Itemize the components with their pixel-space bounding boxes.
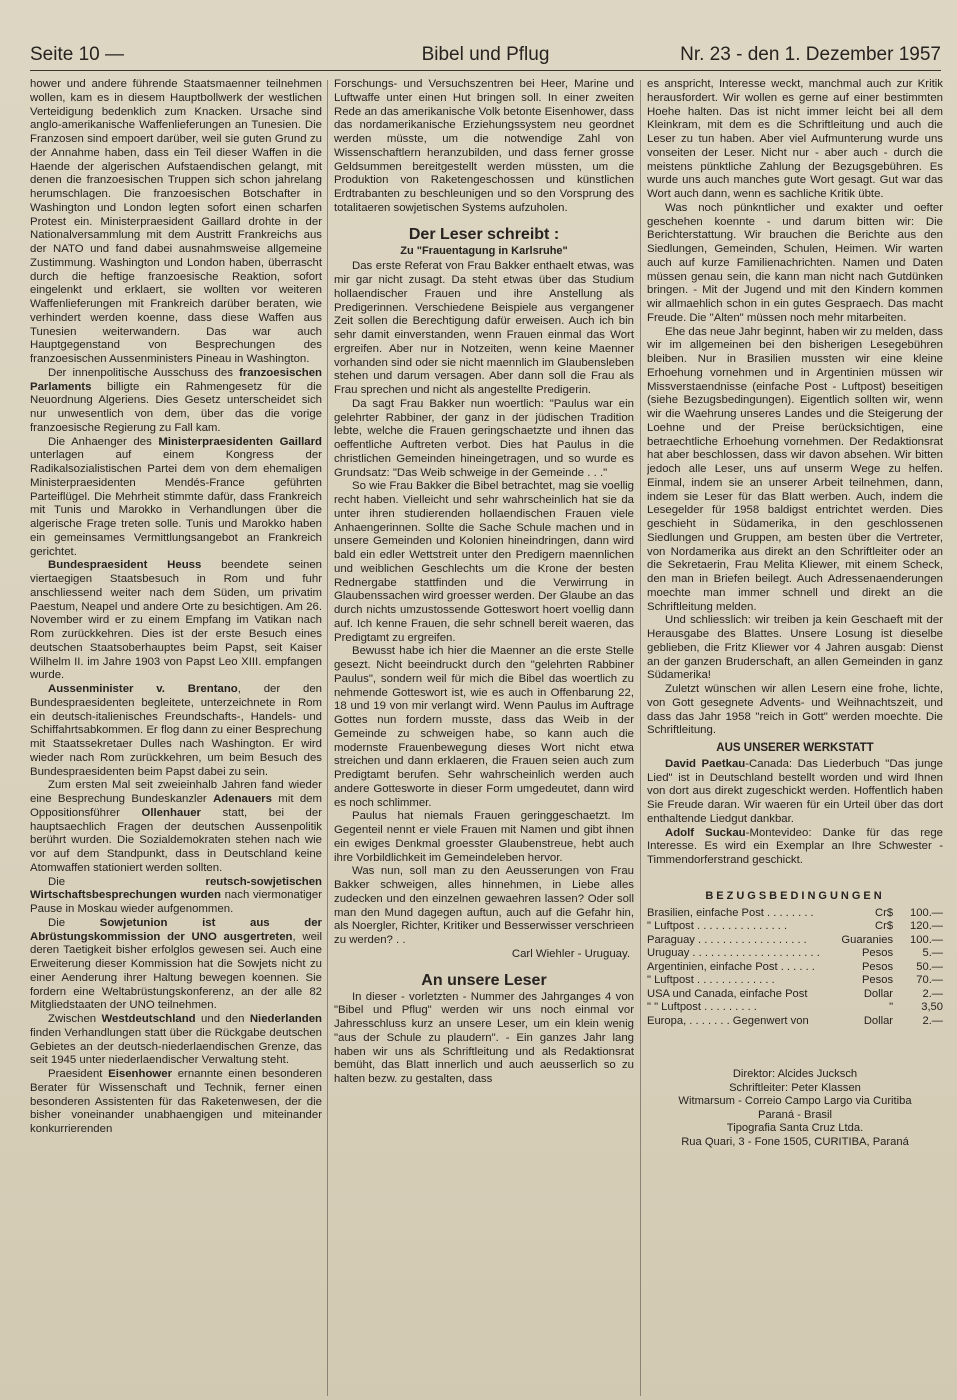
letter-signature: Carl Wiehler - Uruguay. (511, 947, 630, 960)
paragraph: Die Anhaenger des Ministerpraesidenten Gaillard unterlagen auf einem Kongress der Radikalsozialistischen Partei dem von dem ehemaligen Ministerpraesidenten Mendés-France geführten Parteiflügel. Die Mehrheit stimmte dafür, dass Frankreich mit Tunis und Marokko in Verhandlungen über die algerische Frage treten solle. Tunis und Marokko haben ein gemeinsames Vermittlungsangebot an Frankreich gerichtet. (30, 435, 322, 558)
subscription-region: Brasilien, einfache Post . . . . . . . . (647, 906, 814, 919)
subscription-row (647, 961, 943, 975)
paragraph: In dieser - vorletzten - Nummer des Jahrganges 4 von "Bibel und Pflug" werden wir uns noch einmal vor Jahresschluss kurz an unsere Leser, um ein klein wenig "aus der Schule zu plaudern". - Ein ganzes Jahr lang haben wir uns als Schriftleitung und als Redaktionsrat bemüht, das Blatt innerlich und auch aeusserlich so zu halten bezw. zu gestalten, dass (334, 990, 634, 1085)
paragraph: Die reutsch-sowjetischen Wirtschaftsbesprechungen wurden nach viermonatiger Pause in Moskau wieder aufgenommen. (30, 875, 322, 915)
imprint-line: Tipografia Santa Cruz Ltda. (726, 1122, 864, 1134)
subscription-region: " Luftpost . . . . . . . . . . . . . (647, 974, 775, 986)
subscription-row (647, 934, 943, 948)
subscription-row (647, 947, 943, 961)
paragraph: Die Sowjetunion ist aus der Abrüstungskommission der UNO ausgertreten, weil deren Taetigkeit bisher erfolglos gewesen sei. Auch eine Erweiterung dieser Kommission hat die Sowjets nicht zu einer Aenderung ihrer Haltung bewegen koennen. Sie fordern eine Weltabrüstungskonferenz, an der alle 82 Mitgliedstaaten der UNO teilnehmen. (30, 916, 322, 1012)
subscription-price: 2.— (922, 987, 943, 1000)
subscription-currency: Dollar (863, 1014, 894, 1027)
subscription-price: 5.— (922, 947, 943, 959)
column-2 (334, 78, 634, 1396)
subscription-row (647, 974, 943, 988)
subscription-currency: Dollar (863, 987, 894, 1000)
subscription-price: 70.— (916, 974, 943, 986)
paragraph: Zuletzt wünschen wir allen Lesern eine frohe, lichte, von Gott gesegnete Advents- und Weihnachtszeit, und dass das Jahr 1958 "reich in Gott" werden moechte. Die Schriftleitung. (647, 683, 943, 737)
paragraph: Zwischen Westdeutschland und den Niederlanden finden Verhandlungen statt über die Rückgabe deutschen Gebietes an der deutsch-niederlaendischen Grenze, das seit 1945 unter niederlaendischer Verwaltung steht. (30, 1013, 322, 1067)
imprint (647, 1068, 943, 1149)
subscription-table (647, 907, 943, 1029)
imprint-line: Direktor: Alcides Jucksch (732, 1068, 858, 1080)
paragraph: Ehe das neue Jahr beginnt, haben wir zu melden, dass wir im allgemeinen bei den bisherigen Lesegebühren bleiben. Nur in Brasilien mussten wir eine kleine Erhoehung vornehmen und in Argentinien müssen wir Missverstaendnisse (einfache Post - Luftpost) beseitigen (siehe Bezugsbedingungen). Eigentlich sollten wir, wenn wir die Waehrung unseres Landes und die Steigerung der Loehne und der Preise berücksichtigen, eine betraechtliche Erhoehung vornehmen. Der Redaktionsrat hat aber beschlossen, dass wir davon absehen. Wir bitten jedoch alle Leser, uns auf unserm Wege zu helfen. Einmal, indem sie an unserer Arbeit teilnehmen, dann, indem sie Leser für das Blatt werben. Auch, indem die Lesegelder für 1958 baldigst entrichtet werden. Dies geschieht in Südamerika, in den geschlossenen Siedlungen und Gruppen, am besten über die Vertreter, von Nordamerika aus direkt an den Schriftleiter oder an die Sekretaerin, Frau Melita Kliewer, mit einem Scheck, den man in Briefen beilegt. Auch Adressenaenderungen moechte man immer schnell und direkt an die Schriftleitung melden. (647, 325, 943, 613)
paragraph: Zum ersten Mal seit zweieinhalb Jahren fand wieder eine Besprechung Bundeskanzler Adenauers mit dem Oppositionsführer Ollenhauer statt, bei der hauptsaechlich Fragen der deutschen Aussenpolitik berührt wurden. Die Sozialdemokraten stehen nach wie vor auf dem Standpunkt, dass in Deutschland keine Atomwaffen stationiert werden sollten. (30, 779, 322, 874)
paragraph: hower und andere führende Staatsmaenner teilnehmen wollen, kam es in diesem Hauptbollwerk der westlichen Verteidigung bedenklich zum Knacken. Ursache sind anglo-amerikanische Waffenlieferungen an Tunesien. Die Franzosen sind empoert darüber, weil sie guten Grund zu der Annahme haben, dass ein Teil dieser Waffen in die Haende der algerischen Aufstaendischen gelangt, mit denen die franzoesischen Truppen sich schon jahrelang herumschlagen. Die franzoesischen Botschafter in Washington und London legten sofort einen scharfen Protest ein. Ministerpraesident Gaillard drohte in der Nationalversammlung mit dem Austritt Frankreichs aus der NATO und fand dabei ausnahmsweise allgemeine Zustimmung. Washington und London haben, überrascht durch die heftige franzoesische Reaktion, sofort eingelenkt und erklaert, sie wollten vor weiteren Waffenlieferungen mit Frankreich darüber beraten, wie verhindert werden koenne, dass diese Waffen aus Tunesien weiterwandern. Das war auch Hauptgegenstand von Besprechungen des franzoesischen Aussenministers Pineau in Washington. (30, 78, 322, 365)
subscription-currency: Pesos (861, 947, 894, 959)
column-1 (30, 78, 322, 1396)
subscription-region: USA und Canada, einfache Post (647, 987, 808, 1000)
subscription-currency: Cr$ (875, 920, 894, 932)
imprint-line: Rua Quari, 3 - Fone 1505, CURITIBA, Paraná (681, 1135, 909, 1148)
column-divider (327, 80, 328, 1396)
subscription-row (647, 907, 943, 921)
paragraph: Bundespraesident Heuss beendete seinen viertaegigen Staatsbesuch in Rom und fuhr anschliessend weiter nach dem Süden, um privatim Paestum, Neapel und andere Orte zu besichtigen. Am 26. November wird er zu einem Empfang im Vatikan nach Rom zurückkehren. Dies ist der erste Besuch eines deutschen Staatsoberhauptes beim Papst, seit Kaiser Wilhelm II. im Jahre 1903 von Papst Leo XIII. empfangen wurde. (30, 559, 322, 682)
paragraph: So wie Frau Bakker die Bibel betrachtet, mag sie voellig recht haben. Vielleicht und sehr wahrscheinlich hat sie da unter ihren studierenden hollaendischen Frauen viele Anhaengerinnen. Sollte die Sache Schule machen und in unsere Gemeinden und Kolonien hineindringen, dann wird bald ein edler Wettstreit unter den Predigern maennlichen und weiblichen Geschlechts um die Krone der besten Rednergabe stattfinden und die Verwirrung in Glaubenssachen wird groesser werden. Der Glaube an das durch nichts umzustossende Gotteswort hoert voellig dann auf. Ich kenne Frauen, die sehr schnell bereit waeren, das Predigtamt zu ergreifen. (334, 480, 634, 644)
subscription-price: 3,50 (921, 1001, 943, 1013)
subscription-region: " Luftpost . . . . . . . . . . . . . . . (647, 920, 788, 932)
section-heading-werkstatt: AUS UNSERER WERKSTATT (716, 742, 874, 754)
subscription-row (647, 1001, 943, 1015)
page-number: Seite 10 — (30, 44, 124, 65)
paragraph: David Paetkau-Canada: Das Liederbuch "Das junge Lied" ist in Deutschland bestellt worden und wird Ihnen von dort aus direkt zugeschickt werden. Hoffentlich haben Sie Freude daran. Wir waeren für ein Urteil über das dort enthaltende Liedgut dankbar. (647, 757, 943, 825)
subscription-region: Europa, . . . . . . . Gegenwert von (647, 1014, 809, 1027)
page-header (30, 40, 941, 71)
column-divider (640, 80, 641, 1396)
subscription-price: 50.— (916, 960, 943, 973)
subscription-currency: Guaranies (841, 933, 894, 946)
column-3 (647, 78, 943, 1396)
subscription-region: " " Luftpost . . . . . . . . . (647, 1001, 757, 1013)
section-heading-an-unsere-leser: An unsere Leser (421, 971, 547, 989)
section-heading-leser-schreibt: Der Leser schreibt : (408, 225, 560, 243)
paragraph: Aussenminister v. Brentano, der den Bundespraesidenten begleitete, unterzeichnete in Rom ein deutsch-italienisches Freundschafts-, Handels- und Schiffahrtsabkommen. Er flog dann zu einer Besprechung mit Staatssekretaer Dulles nach Washington. Er wird wieder nach Rom zurückkehren, um beim Besuch des Bundespraesidenten beim Papst dabei zu sein. (30, 683, 322, 778)
paragraph: Praesident Eisenhower ernannte einen besonderen Berater für Wissenschaft und Technik, ferner einen besonderen Assistenten für das Raketenwesen, der die bisher voneinander unabhaengigen und miteinander konkurrierenden (30, 1068, 322, 1135)
paragraph: Und schliesslich: wir treiben ja kein Geschaeft mit der Herausgabe des Blattes. Unsere Losung ist dieselbe geblieben, die Fritz Kliewer vor 4 Jahren ausgab: Dienst an der ganzen Bruderschaft, an allen Gemeinden in ganz Südamerika! (647, 614, 943, 682)
subscription-price: 120.— (910, 920, 943, 932)
subscription-region: Paraguay . . . . . . . . . . . . . . . . . . (647, 933, 807, 946)
subscription-region: Argentinien, einfache Post . . . . . . (647, 960, 815, 973)
subscription-currency: " (889, 1001, 894, 1013)
section-subheading: Zu "Frauentagung in Karlsruhe" (400, 244, 568, 257)
paragraph: Adolf Suckau-Montevideo: Danke für das rege Interesse. Es wird ein Exemplar an Ihre Schwester - Timmendorferstrand geschickt. (647, 826, 943, 866)
imprint-line: Witmarsum - Correio Campo Largo via Curitiba (678, 1095, 912, 1107)
paragraph: Da sagt Frau Bakker nun woertlich: "Paulus war ein gelehrter Rabbiner, der ganz in der jüdischen Tradition lebte, welche die Frauen geringschaetzte und ihnen das oeffentliche Auftreten verbot. Dies hat Paulus in die christlichen Gemeinden hineingetragen, und so wurde es Grundsatz: "Das Weib schweige in der Gemeinde . . ." (334, 397, 634, 479)
imprint-line: Paraná - Brasil (758, 1108, 832, 1121)
imprint-line: Schriftleiter: Peter Klassen (729, 1081, 861, 1094)
masthead-title: Bibel und Pflug (421, 44, 550, 65)
subscription-row (647, 988, 943, 1002)
subscription-price: 100.— (910, 906, 943, 919)
subscription-row (647, 920, 943, 934)
paragraph: Forschungs- und Versuchszentren bei Heer, Marine und Luftwaffe unter einen Hut bringen soll. In einer zweiten Rede an das amerikanische Volk betonte Eisenhower, dass das nordamerikanische Erziehungssystem neu geordnet werden müsste, um die notwendige Zahl von Wissenschaftlern heranzubilden, und dass ferner grosse Geldsummen bereitgestellt werden müssten, um die Produktion von Raketengeschossen und künstlichen Erdtrabanten zu beschleunigen und so den Vorsprung des totalitaeren sowjetischen Systems aufzuholen. (334, 78, 634, 214)
subscription-price: 2.— (922, 1014, 943, 1027)
subscription-currency: Pesos (861, 974, 894, 986)
paragraph: es anspricht, Interesse weckt, manchmal auch zur Kritik herausfordert. Wir wollen es gerne auf einer bestimmten Hoehe halten. Das ist nicht immer leicht bei all dem Kleinkram, mit dem es die Schriftleitung und auch die Leser zu tun haben. Aber viel Aufmunterung wurde uns vonseiten der Leser. Nicht nur - aber auch - durch die meistens pünktliche Zahlung der Bezugsgebühren. Es wurde uns auch manches gute Wort gesagt. Gut war das Wort auch dann, wenn es sachliche Kritik übte. (647, 78, 943, 200)
paragraph: Das erste Referat von Frau Bakker enthaelt etwas, was mir gar nicht zusagt. Da steht etwas über das Studium hollaendischer Frauen und ihre Anstellung als Predigerinnen. Verschiedene Beispiele aus vergangener Zeit sollen die Berechtigung dafür erweisen. Auch ich bin sehr damit einverstanden, wenn Frauen einmal das Wort ergreifen. Aber nur in Notzeiten, wenn keine Maenner vorhanden sind oder sie nicht maennlich im Glaubensleben stehen und darum versagen. Aber dann soll die Frau als Frau sprechen und nicht als angestellte Predigerin. (334, 260, 634, 396)
subscription-heading: BEZUGSBEDINGUNGEN (705, 889, 885, 902)
subscription-price: 100.— (910, 933, 943, 946)
subscription-currency: Pesos (861, 960, 894, 973)
paragraph: Der innenpolitische Ausschuss des franzoesischen Parlaments billigte ein Rahmengesetz für die Neuordnung Algeriens. Dies Gesetz unterscheidet sich nur unwesentlich von dem, über das die vorige franzoesische Regierung zu Fall kam. (30, 366, 322, 434)
paragraph: Bewusst habe ich hier die Maenner an die erste Stelle gesezt. Nicht beeindruckt durch den "gelehrten Rabbiner Paulus", sondern weil für mich die Bibel das woertlich zu nehmende Gotteswort ist, wie es auch in Offenbarung 22, 18 und 19 von mir verlangt wird. Wenn Paulus im Auftrage Gottes nun fordern musste, dass das Weib in der Gemeinde zu schweigen habe, so kann auch die modernste Frauenbewegung dieses Wort nicht etwa streichen und dann erklaeren, die Frauen seien auch zum Predigtamt berufen. Sehr wahrscheinlich werden auch andere Gottesworte in dieser Form umgedeutet, dann wird es noch schlimmer. (334, 645, 634, 809)
issue-date: Nr. 23 - den 1. Dezember 1957 (680, 44, 941, 65)
paragraph: Was nun, soll man zu den Aeusserungen von Frau Bakker schweigen, alles hinnehmen, in Liebe alles zudecken und den einzelnen gewaehren lassen? Oder soll man den Mund dagegen auftun, auch auf die Gefahr hin, als Noergler, Richter, Kritiker und Besserwisser verschrieen zu werden? . . (334, 865, 634, 946)
paragraph: Paulus hat niemals Frauen geringgeschaetzt. Im Gegenteil nennt er viele Frauen mit Namen und gibt ihnen ein ewiges Denkmal groesster Glaubenstreue, hebt auch ihre Vorbildlichkeit im Gemeindeleben hervor. (334, 810, 634, 864)
subscription-region: Uruguay . . . . . . . . . . . . . . . . . . . . . (647, 947, 820, 959)
paragraph: Was noch pünkntlicher und exakter und oefter geschehen koennte - und darum bitten wir: Die Berichterstattung. Wir brauchen die Berichte aus den Siedlungen, Gemeinden, Schulen, Heimen. Wir warten auch auf kurze Familienachrichten. Namen und Daten müssen genau sein, die kann man nicht nach Gutdünken bringen. - Mit der Jugend und mit den Kindern kommen wir allmaehlich schon in ein gutes Gespraech. Das macht Freude. Die "Alten" müssen noch mehr mitarbeiten. (647, 201, 943, 324)
subscription-row (647, 1015, 943, 1029)
subscription-currency: Cr$ (875, 906, 894, 919)
